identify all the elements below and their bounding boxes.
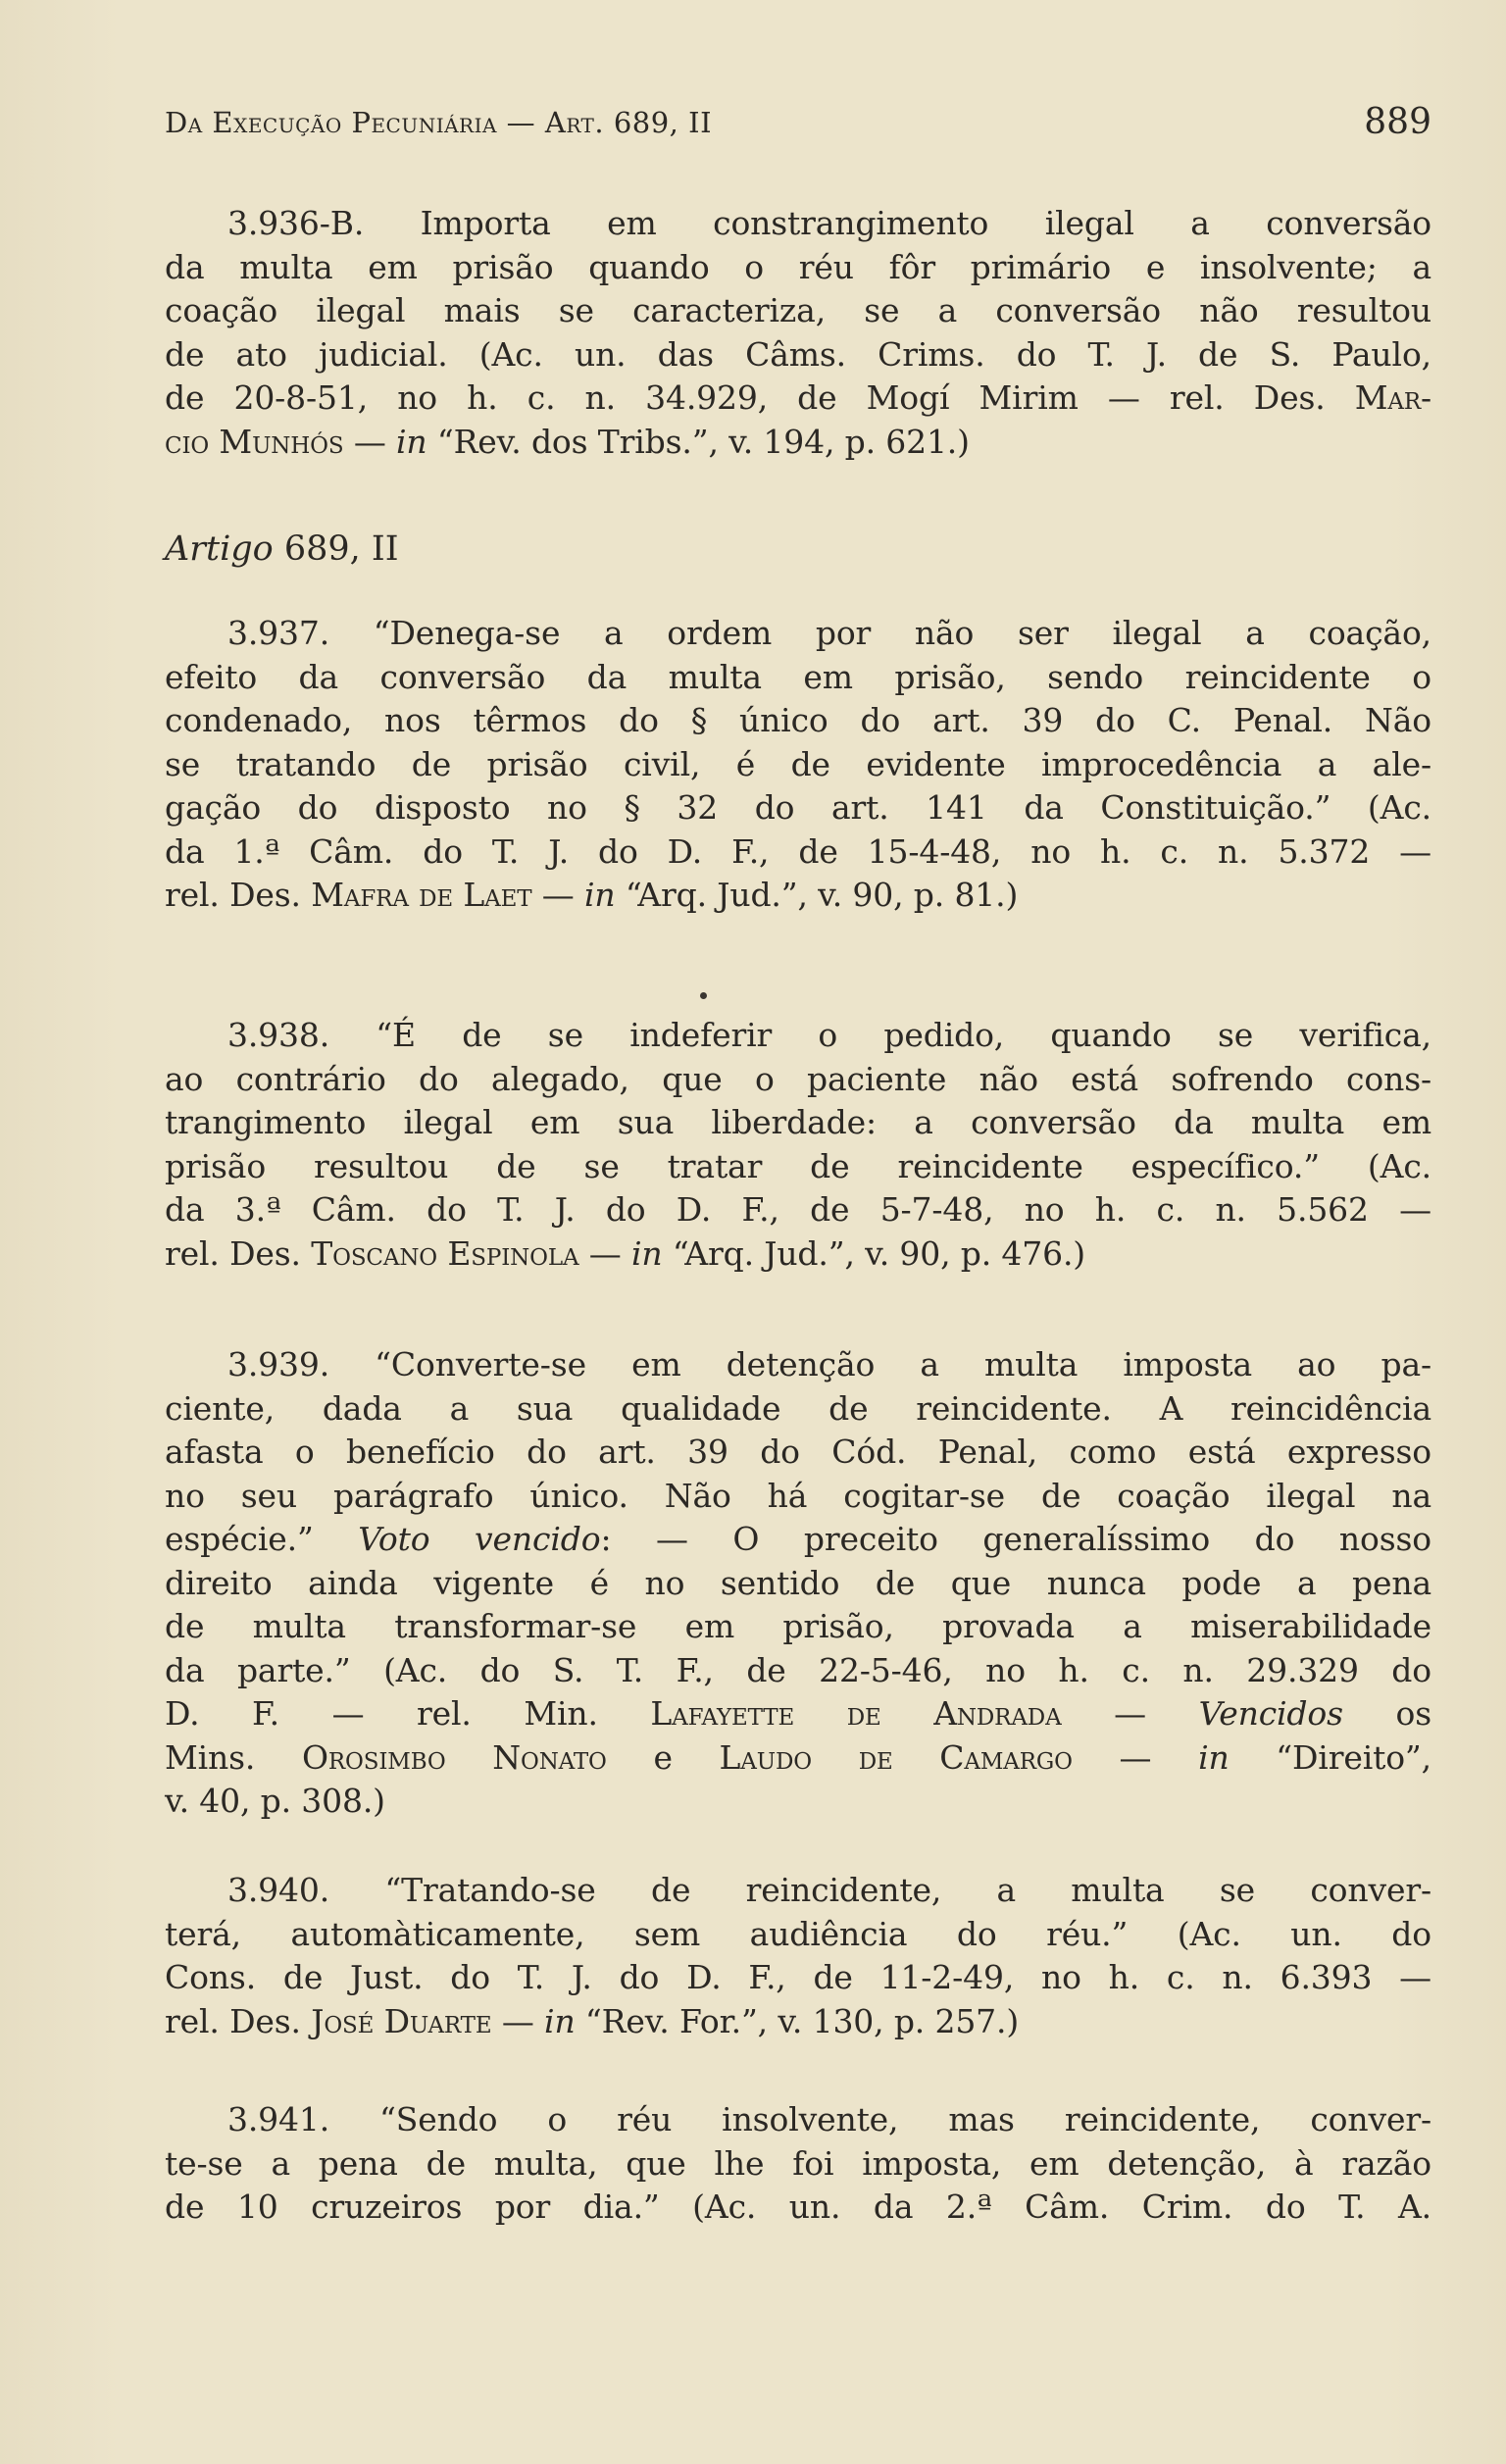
entry-3939: [165, 1343, 1431, 1824]
entry-line: 3.940. “Tratando-se de reincidente, a multa se conver-: [227, 1871, 1431, 1909]
entry-line: de 20-8-51, no h. c. n. 34.929, de Mogí Mirim — rel. Des. Mar-: [165, 378, 1431, 417]
entry-3940: [165, 1869, 1431, 2043]
entry-line: 3.937. “Denega-se a ordem por não ser ilegal a coação,: [227, 614, 1431, 652]
entry-line: de 10 cruzeiros por dia.” (Ac. un. da 2.ª Câm. Crim. do T. A.: [165, 2187, 1431, 2226]
entry-line: espécie.” Voto vencido: — O preceito generalíssimo do nosso: [165, 1520, 1431, 1558]
entry-line: condenado, nos têrmos do § único do art. 39 do C. Penal. Não: [165, 701, 1431, 739]
entry-line: da 1.ª Câm. do T. J. do D. F., de 15-4-48, no h. c. n. 5.372 —: [165, 831, 1431, 871]
entry-line: gação do disposto no § 32 do art. 141 da Constituição.” (Ac.: [165, 788, 1431, 827]
entry-line: Cons. de Just. do T. J. do D. F., de 11-2-49, no h. c. n. 6.393 —: [165, 1958, 1431, 1996]
entry-line: v. 40, p. 308.): [165, 1782, 385, 1820]
entry-3941: [165, 2098, 1431, 2230]
entry-line: rel. Des. José Duarte — in “Rev. For.”, v. 130, p. 257.): [165, 2001, 1020, 2040]
entry-line: no seu parágrafo único. Não há cogitar-se de coação ilegal na: [165, 1476, 1431, 1515]
entry-3937: [165, 612, 1431, 918]
entry-line: efeito da conversão da multa em prisão, sendo reincidente o: [165, 657, 1431, 696]
entry-3938: [165, 1014, 1431, 1276]
entry-line: ao contrário do alegado, que o paciente não está sofrendo cons-: [165, 1059, 1431, 1098]
entry-line: prisão resultou de se tratar de reincidente específico.” (Ac.: [165, 1146, 1431, 1185]
section-heading-label: Artigo: [165, 529, 274, 569]
entry-line: 3.939. “Converte-se em detenção a multa imposta ao pa-: [227, 1345, 1431, 1383]
entry-line: Mins. Orosimbo Nonato e Laudo de Camargo — in “Direito”,: [165, 1737, 1431, 1777]
entry-line: D. F. — rel. Min. Lafayette de Andrada — Vencidos os: [165, 1694, 1432, 1733]
running-title: Da Execução Pecuniária — Art. 689, II: [165, 106, 713, 139]
entry-line: rel. Des. Toscano Espinola — in “Arq. Jud.”, v. 90, p. 476.): [165, 1233, 1086, 1273]
entry-line: coação ilegal mais se caracteriza, se a conversão não resultou: [165, 291, 1431, 329]
entry-line: ciente, dada a sua qualidade de reincidente. A reincidência: [165, 1388, 1431, 1428]
entry-line: 3.938. “É de se indeferir o pedido, quando se verifica,: [227, 1016, 1431, 1054]
entry-line: da parte.” (Ac. do S. T. F., de 22-5-46, no h. c. n. 29.329 do: [165, 1650, 1431, 1689]
entry-line: te-se a pena de multa, que lhe foi imposta, em detenção, à razão: [165, 2143, 1431, 2183]
entry-line: rel. Des. Mafra de Laet — in “Arq. Jud.”, v. 90, p. 81.): [165, 876, 1019, 914]
entry-line: direito ainda vigente é no sentido de que nunca pode a pena: [165, 1563, 1431, 1602]
page-number: 889: [1364, 102, 1431, 142]
running-head: [165, 102, 1431, 149]
section-heading: [165, 529, 399, 569]
entry-line: 3.941. “Sendo o réu insolvente, mas reincidente, conver-: [227, 2100, 1431, 2138]
entry-line: da 3.ª Câm. do T. J. do D. F., de 5-7-48, no h. c. n. 5.562 —: [165, 1190, 1431, 1229]
section-heading-number: 689, II: [273, 529, 399, 569]
entry-line: cio Munhós — in “Rev. dos Tribs.”, v. 194, p. 621.): [165, 422, 970, 461]
printer-dot: [700, 992, 707, 999]
entry-line: de multa transformar-se em prisão, provada a miserabilidade: [165, 1607, 1431, 1645]
entry-line: 3.936-B. Importa em constrangimento ilegal a conversão: [227, 204, 1431, 242]
entry-line: da multa em prisão quando o réu fôr primário e insolvente; a: [165, 247, 1431, 286]
entry-line: terá, automàticamente, sem audiência do réu.” (Ac. un. do: [165, 1914, 1431, 1953]
entry-line: se tratando de prisão civil, é de evidente improcedência a ale-: [165, 744, 1431, 783]
entry-line: afasta o benefício do art. 39 do Cód. Penal, como está expresso: [165, 1433, 1431, 1471]
entry-3936b: [165, 202, 1431, 464]
entry-line: trangimento ilegal em sua liberdade: a conversão da multa em: [165, 1103, 1431, 1141]
entry-line: de ato judicial. (Ac. un. das Câms. Crims. do T. J. de S. Paulo,: [165, 334, 1431, 374]
